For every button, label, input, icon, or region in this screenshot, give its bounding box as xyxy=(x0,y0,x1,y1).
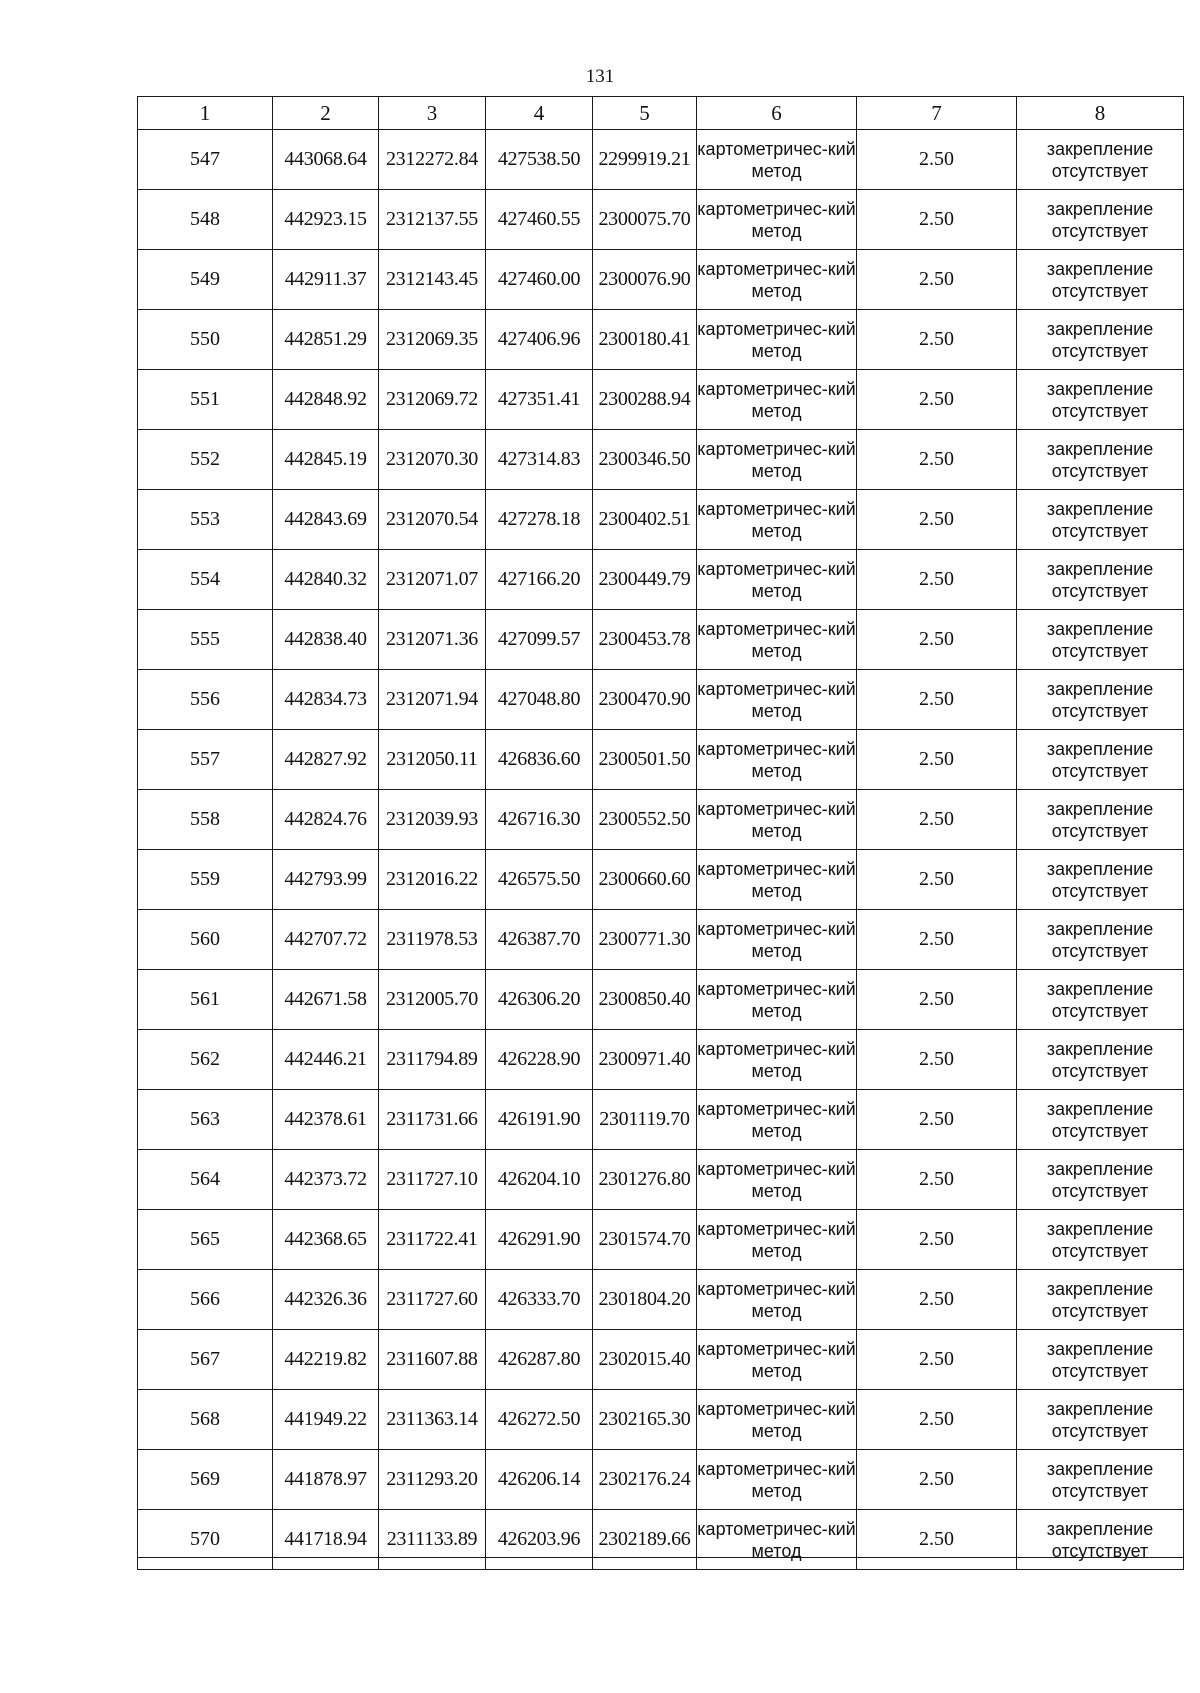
x-coordinate-alt-cell: 427460.00 xyxy=(486,250,593,310)
column-header-8: 8 xyxy=(1017,97,1184,130)
table-row xyxy=(138,970,1184,1030)
y-coordinate-alt-cell: 2301804.20 xyxy=(593,1270,697,1330)
x-coordinate-alt-cell: 426228.90 xyxy=(486,1030,593,1090)
y-coordinate-alt-cell: 2300850.40 xyxy=(593,970,697,1030)
marking-cell: закрепление отсутствует xyxy=(1017,850,1184,910)
marking-cell: закрепление отсутствует xyxy=(1017,1510,1184,1570)
method-cell: картометричес-кий метод xyxy=(697,970,857,1030)
coordinates-table xyxy=(137,96,1184,1570)
column-header-5: 5 xyxy=(593,97,697,130)
y-coordinate-cell: 2312137.55 xyxy=(379,190,486,250)
table-row xyxy=(138,1270,1184,1330)
y-coordinate-alt-cell: 2300402.51 xyxy=(593,490,697,550)
marking-cell: закрепление отсутствует xyxy=(1017,790,1184,850)
method-cell: картометричес-кий метод xyxy=(697,1090,857,1150)
x-coordinate-alt-cell: 426333.70 xyxy=(486,1270,593,1330)
y-coordinate-cell: 2311133.89 xyxy=(379,1510,486,1570)
marking-cell: закрепление отсутствует xyxy=(1017,490,1184,550)
y-coordinate-alt-cell: 2302189.66 xyxy=(593,1510,697,1570)
marking-cell: закрепление отсутствует xyxy=(1017,670,1184,730)
x-coordinate-alt-cell: 427048.80 xyxy=(486,670,593,730)
point-number-cell: 554 xyxy=(138,550,273,610)
table-row xyxy=(138,490,1184,550)
accuracy-cell: 2.50 xyxy=(857,130,1017,190)
method-cell: картометричес-кий метод xyxy=(697,670,857,730)
point-number-cell: 560 xyxy=(138,910,273,970)
x-coordinate-alt-cell: 427538.50 xyxy=(486,130,593,190)
y-coordinate-alt-cell: 2300501.50 xyxy=(593,730,697,790)
point-number-cell: 551 xyxy=(138,370,273,430)
marking-cell: закрепление отсутствует xyxy=(1017,910,1184,970)
x-coordinate-cell: 441949.22 xyxy=(273,1390,379,1450)
marking-cell: закрепление отсутствует xyxy=(1017,130,1184,190)
x-coordinate-alt-cell: 426287.80 xyxy=(486,1330,593,1390)
y-coordinate-cell: 2312070.30 xyxy=(379,430,486,490)
table-body xyxy=(138,130,1184,1570)
x-coordinate-alt-cell: 426716.30 xyxy=(486,790,593,850)
y-coordinate-alt-cell: 2300470.90 xyxy=(593,670,697,730)
x-coordinate-alt-cell: 426575.50 xyxy=(486,850,593,910)
x-coordinate-cell: 442824.76 xyxy=(273,790,379,850)
accuracy-cell: 2.50 xyxy=(857,970,1017,1030)
accuracy-cell: 2.50 xyxy=(857,310,1017,370)
table-row xyxy=(138,1210,1184,1270)
table-row xyxy=(138,850,1184,910)
y-coordinate-cell: 2311607.88 xyxy=(379,1330,486,1390)
y-coordinate-alt-cell: 2300346.50 xyxy=(593,430,697,490)
point-number-cell: 549 xyxy=(138,250,273,310)
point-number-cell: 547 xyxy=(138,130,273,190)
y-coordinate-alt-cell: 2300076.90 xyxy=(593,250,697,310)
y-coordinate-cell: 2312005.70 xyxy=(379,970,486,1030)
x-coordinate-cell: 442838.40 xyxy=(273,610,379,670)
accuracy-cell: 2.50 xyxy=(857,610,1017,670)
table-row xyxy=(138,310,1184,370)
marking-cell: закрепление отсутствует xyxy=(1017,1150,1184,1210)
marking-cell: закрепление отсутствует xyxy=(1017,610,1184,670)
x-coordinate-cell: 442827.92 xyxy=(273,730,379,790)
method-cell: картометричес-кий метод xyxy=(697,1150,857,1210)
x-coordinate-alt-cell: 426306.20 xyxy=(486,970,593,1030)
x-coordinate-cell: 442373.72 xyxy=(273,1150,379,1210)
point-number-cell: 564 xyxy=(138,1150,273,1210)
marking-cell: закрепление отсутствует xyxy=(1017,1030,1184,1090)
accuracy-cell: 2.50 xyxy=(857,250,1017,310)
table-row xyxy=(138,610,1184,670)
y-coordinate-cell: 2311794.89 xyxy=(379,1030,486,1090)
x-coordinate-alt-cell: 427099.57 xyxy=(486,610,593,670)
marking-cell: закрепление отсутствует xyxy=(1017,1390,1184,1450)
point-number-cell: 559 xyxy=(138,850,273,910)
x-coordinate-alt-cell: 427406.96 xyxy=(486,310,593,370)
column-header-4: 4 xyxy=(486,97,593,130)
point-number-cell: 568 xyxy=(138,1390,273,1450)
x-coordinate-alt-cell: 427278.18 xyxy=(486,490,593,550)
table-row xyxy=(138,670,1184,730)
method-cell: картометричес-кий метод xyxy=(697,430,857,490)
marking-cell: закрепление отсутствует xyxy=(1017,1450,1184,1510)
point-number-cell: 570 xyxy=(138,1510,273,1570)
x-coordinate-cell: 442834.73 xyxy=(273,670,379,730)
table-row xyxy=(138,1450,1184,1510)
table-bottom-rule xyxy=(137,1557,1183,1558)
point-number-cell: 567 xyxy=(138,1330,273,1390)
x-coordinate-alt-cell: 427166.20 xyxy=(486,550,593,610)
y-coordinate-cell: 2312039.93 xyxy=(379,790,486,850)
accuracy-cell: 2.50 xyxy=(857,190,1017,250)
y-coordinate-cell: 2312069.35 xyxy=(379,310,486,370)
marking-cell: закрепление отсутствует xyxy=(1017,550,1184,610)
marking-cell: закрепление отсутствует xyxy=(1017,1090,1184,1150)
point-number-cell: 558 xyxy=(138,790,273,850)
y-coordinate-cell: 2311978.53 xyxy=(379,910,486,970)
y-coordinate-alt-cell: 2302015.40 xyxy=(593,1330,697,1390)
column-header-1: 1 xyxy=(138,97,273,130)
method-cell: картометричес-кий метод xyxy=(697,130,857,190)
table-row xyxy=(138,190,1184,250)
accuracy-cell: 2.50 xyxy=(857,1270,1017,1330)
x-coordinate-cell: 442707.72 xyxy=(273,910,379,970)
y-coordinate-cell: 2311722.41 xyxy=(379,1210,486,1270)
y-coordinate-alt-cell: 2300552.50 xyxy=(593,790,697,850)
table-row xyxy=(138,1330,1184,1390)
y-coordinate-cell: 2312071.36 xyxy=(379,610,486,670)
column-header-3: 3 xyxy=(379,97,486,130)
method-cell: картометричес-кий метод xyxy=(697,190,857,250)
x-coordinate-cell: 441718.94 xyxy=(273,1510,379,1570)
point-number-cell: 565 xyxy=(138,1210,273,1270)
y-coordinate-cell: 2311293.20 xyxy=(379,1450,486,1510)
y-coordinate-cell: 2311727.10 xyxy=(379,1150,486,1210)
accuracy-cell: 2.50 xyxy=(857,910,1017,970)
point-number-cell: 563 xyxy=(138,1090,273,1150)
table-row xyxy=(138,1390,1184,1450)
table-row xyxy=(138,130,1184,190)
x-coordinate-alt-cell: 427351.41 xyxy=(486,370,593,430)
x-coordinate-cell: 442368.65 xyxy=(273,1210,379,1270)
point-number-cell: 566 xyxy=(138,1270,273,1330)
y-coordinate-cell: 2312143.45 xyxy=(379,250,486,310)
x-coordinate-cell: 442845.19 xyxy=(273,430,379,490)
accuracy-cell: 2.50 xyxy=(857,550,1017,610)
y-coordinate-alt-cell: 2300771.30 xyxy=(593,910,697,970)
point-number-cell: 557 xyxy=(138,730,273,790)
marking-cell: закрепление отсутствует xyxy=(1017,430,1184,490)
marking-cell: закрепление отсутствует xyxy=(1017,1210,1184,1270)
method-cell: картометричес-кий метод xyxy=(697,1330,857,1390)
y-coordinate-alt-cell: 2300971.40 xyxy=(593,1030,697,1090)
marking-cell: закрепление отсутствует xyxy=(1017,190,1184,250)
accuracy-cell: 2.50 xyxy=(857,1090,1017,1150)
header-row xyxy=(138,97,1184,130)
x-coordinate-alt-cell: 427460.55 xyxy=(486,190,593,250)
method-cell: картометричес-кий метод xyxy=(697,370,857,430)
y-coordinate-alt-cell: 2300453.78 xyxy=(593,610,697,670)
x-coordinate-cell: 442843.69 xyxy=(273,490,379,550)
y-coordinate-cell: 2312069.72 xyxy=(379,370,486,430)
accuracy-cell: 2.50 xyxy=(857,1390,1017,1450)
y-coordinate-alt-cell: 2302176.24 xyxy=(593,1450,697,1510)
x-coordinate-alt-cell: 426203.96 xyxy=(486,1510,593,1570)
x-coordinate-cell: 442326.36 xyxy=(273,1270,379,1330)
method-cell: картометричес-кий метод xyxy=(697,1450,857,1510)
method-cell: картометричес-кий метод xyxy=(697,850,857,910)
x-coordinate-cell: 442793.99 xyxy=(273,850,379,910)
y-coordinate-cell: 2312071.07 xyxy=(379,550,486,610)
accuracy-cell: 2.50 xyxy=(857,490,1017,550)
point-number-cell: 561 xyxy=(138,970,273,1030)
method-cell: картометричес-кий метод xyxy=(697,910,857,970)
method-cell: картометричес-кий метод xyxy=(697,310,857,370)
marking-cell: закрепление отсутствует xyxy=(1017,250,1184,310)
point-number-cell: 569 xyxy=(138,1450,273,1510)
page-number: 131 xyxy=(585,66,615,87)
y-coordinate-cell: 2312071.94 xyxy=(379,670,486,730)
method-cell: картометричес-кий метод xyxy=(697,1510,857,1570)
x-coordinate-cell: 442923.15 xyxy=(273,190,379,250)
method-cell: картометричес-кий метод xyxy=(697,1270,857,1330)
method-cell: картометричес-кий метод xyxy=(697,1030,857,1090)
method-cell: картометричес-кий метод xyxy=(697,490,857,550)
method-cell: картометричес-кий метод xyxy=(697,550,857,610)
method-cell: картометричес-кий метод xyxy=(697,730,857,790)
y-coordinate-alt-cell: 2301574.70 xyxy=(593,1210,697,1270)
y-coordinate-alt-cell: 2302165.30 xyxy=(593,1390,697,1450)
marking-cell: закрепление отсутствует xyxy=(1017,730,1184,790)
marking-cell: закрепление отсутствует xyxy=(1017,1330,1184,1390)
x-coordinate-alt-cell: 426206.14 xyxy=(486,1450,593,1510)
x-coordinate-cell: 442851.29 xyxy=(273,310,379,370)
y-coordinate-cell: 2312050.11 xyxy=(379,730,486,790)
table-row xyxy=(138,790,1184,850)
x-coordinate-alt-cell: 426836.60 xyxy=(486,730,593,790)
y-coordinate-cell: 2312272.84 xyxy=(379,130,486,190)
x-coordinate-cell: 443068.64 xyxy=(273,130,379,190)
point-number-cell: 556 xyxy=(138,670,273,730)
table-row xyxy=(138,250,1184,310)
accuracy-cell: 2.50 xyxy=(857,790,1017,850)
column-header-7: 7 xyxy=(857,97,1017,130)
accuracy-cell: 2.50 xyxy=(857,850,1017,910)
x-coordinate-alt-cell: 426291.90 xyxy=(486,1210,593,1270)
x-coordinate-cell: 442219.82 xyxy=(273,1330,379,1390)
x-coordinate-alt-cell: 426191.90 xyxy=(486,1090,593,1150)
x-coordinate-cell: 442671.58 xyxy=(273,970,379,1030)
table-row xyxy=(138,430,1184,490)
y-coordinate-cell: 2312016.22 xyxy=(379,850,486,910)
table-row xyxy=(138,1090,1184,1150)
marking-cell: закрепление отсутствует xyxy=(1017,310,1184,370)
table-row xyxy=(138,550,1184,610)
accuracy-cell: 2.50 xyxy=(857,1030,1017,1090)
x-coordinate-alt-cell: 427314.83 xyxy=(486,430,593,490)
marking-cell: закрепление отсутствует xyxy=(1017,370,1184,430)
y-coordinate-alt-cell: 2300660.60 xyxy=(593,850,697,910)
method-cell: картометричес-кий метод xyxy=(697,1210,857,1270)
x-coordinate-cell: 441878.97 xyxy=(273,1450,379,1510)
y-coordinate-alt-cell: 2300288.94 xyxy=(593,370,697,430)
y-coordinate-alt-cell: 2301276.80 xyxy=(593,1150,697,1210)
accuracy-cell: 2.50 xyxy=(857,1330,1017,1390)
table-row xyxy=(138,370,1184,430)
accuracy-cell: 2.50 xyxy=(857,1150,1017,1210)
table-row xyxy=(138,1510,1184,1570)
x-coordinate-alt-cell: 426204.10 xyxy=(486,1150,593,1210)
y-coordinate-alt-cell: 2300075.70 xyxy=(593,190,697,250)
accuracy-cell: 2.50 xyxy=(857,730,1017,790)
accuracy-cell: 2.50 xyxy=(857,1210,1017,1270)
x-coordinate-alt-cell: 426272.50 xyxy=(486,1390,593,1450)
table-row xyxy=(138,1150,1184,1210)
point-number-cell: 550 xyxy=(138,310,273,370)
method-cell: картометричес-кий метод xyxy=(697,250,857,310)
x-coordinate-alt-cell: 426387.70 xyxy=(486,910,593,970)
y-coordinate-cell: 2311363.14 xyxy=(379,1390,486,1450)
marking-cell: закрепление отсутствует xyxy=(1017,970,1184,1030)
y-coordinate-alt-cell: 2300180.41 xyxy=(593,310,697,370)
y-coordinate-cell: 2311731.66 xyxy=(379,1090,486,1150)
accuracy-cell: 2.50 xyxy=(857,430,1017,490)
x-coordinate-cell: 442840.32 xyxy=(273,550,379,610)
accuracy-cell: 2.50 xyxy=(857,670,1017,730)
y-coordinate-alt-cell: 2300449.79 xyxy=(593,550,697,610)
x-coordinate-cell: 442848.92 xyxy=(273,370,379,430)
x-coordinate-cell: 442911.37 xyxy=(273,250,379,310)
x-coordinate-cell: 442446.21 xyxy=(273,1030,379,1090)
point-number-cell: 555 xyxy=(138,610,273,670)
point-number-cell: 562 xyxy=(138,1030,273,1090)
column-header-6: 6 xyxy=(697,97,857,130)
table-row xyxy=(138,730,1184,790)
y-coordinate-cell: 2312070.54 xyxy=(379,490,486,550)
point-number-cell: 552 xyxy=(138,430,273,490)
method-cell: картометричес-кий метод xyxy=(697,790,857,850)
column-header-2: 2 xyxy=(273,97,379,130)
method-cell: картометричес-кий метод xyxy=(697,1390,857,1450)
table-row xyxy=(138,1030,1184,1090)
point-number-cell: 548 xyxy=(138,190,273,250)
x-coordinate-cell: 442378.61 xyxy=(273,1090,379,1150)
point-number-cell: 553 xyxy=(138,490,273,550)
accuracy-cell: 2.50 xyxy=(857,1510,1017,1570)
accuracy-cell: 2.50 xyxy=(857,370,1017,430)
y-coordinate-cell: 2311727.60 xyxy=(379,1270,486,1330)
method-cell: картометричес-кий метод xyxy=(697,610,857,670)
marking-cell: закрепление отсутствует xyxy=(1017,1270,1184,1330)
y-coordinate-alt-cell: 2301119.70 xyxy=(593,1090,697,1150)
accuracy-cell: 2.50 xyxy=(857,1450,1017,1510)
table-row xyxy=(138,910,1184,970)
y-coordinate-alt-cell: 2299919.21 xyxy=(593,130,697,190)
